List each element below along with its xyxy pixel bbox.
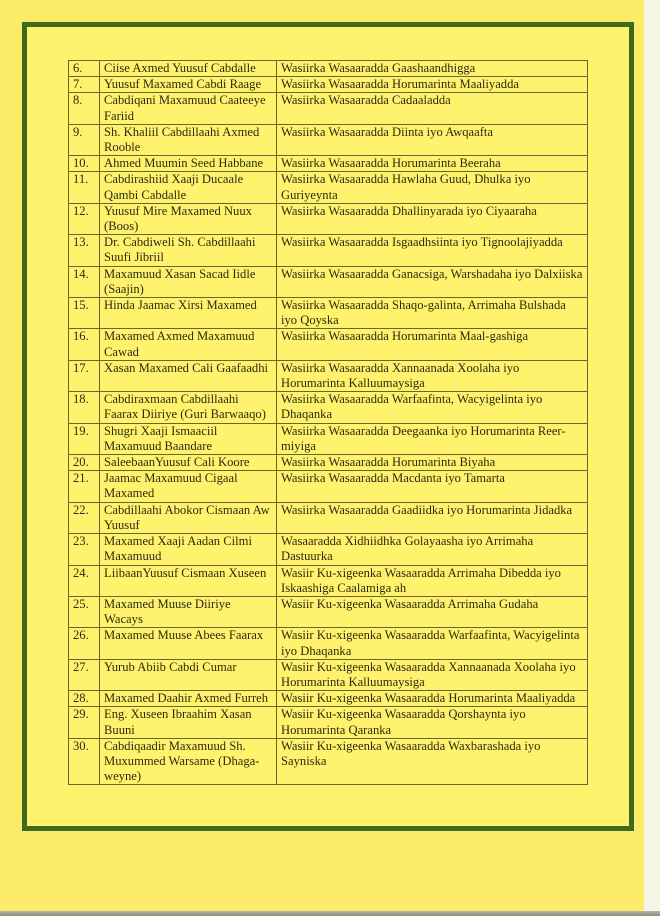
- minister-role: Wasiirka Wasaaradda Horumarinta Beeraha: [277, 156, 588, 172]
- minister-role: Wasiir Ku-xigeenka Wasaaradda Waxbarashada iyo Sayniska: [277, 738, 588, 785]
- table-row: [69, 628, 588, 659]
- row-number: 8.: [69, 93, 100, 124]
- minister-role: Wasiirka Wasaaradda Gaadiidka iyo Horumarinta Jidadka: [277, 502, 588, 533]
- row-number: 9.: [69, 124, 100, 155]
- minister-role: Wasiir Ku-xigeenka Wasaaradda Qorshaynta iyo Horumarinta Qaranka: [277, 707, 588, 738]
- table-row: [69, 93, 588, 124]
- table-row: [69, 471, 588, 502]
- minister-name: Shugri Xaaji Ismaaciil Maxamuud Baandare: [100, 423, 277, 454]
- minister-name: Dr. Cabdiweli Sh. Cabdillaahi Suufi Jibriil: [100, 235, 277, 266]
- minister-name: Hinda Jaamac Xirsi Maxamed: [100, 298, 277, 329]
- minister-role: Wasiirka Wasaaradda Hawlaha Guud, Dhulka iyo Guriyeynta: [277, 172, 588, 203]
- minister-role: Wasiirka Wasaaradda Horumarinta Biyaha: [277, 455, 588, 471]
- minister-role: Wasiirka Wasaaradda Isgaadhsiinta iyo Tignoolajiyadda: [277, 235, 588, 266]
- minister-name: Xasan Maxamed Cali Gaafaadhi: [100, 360, 277, 391]
- minister-role: Wasiir Ku-xigeenka Wasaaradda Arrimaha Gudaha: [277, 596, 588, 627]
- minister-role: Wasaaradda Xidhiidhka Golayaasha iyo Arrimaha Dastuurka: [277, 534, 588, 565]
- table-row: [69, 329, 588, 360]
- minister-role: Wasiirka Wasaaradda Shaqo-galinta, Arrimaha Bulshada iyo Qoyska: [277, 298, 588, 329]
- ministers-table-body: [69, 61, 588, 785]
- table-row: [69, 156, 588, 172]
- table-row: [69, 423, 588, 454]
- table-row: [69, 392, 588, 423]
- row-number: 18.: [69, 392, 100, 423]
- row-number: 28.: [69, 691, 100, 707]
- minister-role: Wasiir Ku-xigeenka Wasaaradda Warfaafinta, Wacyigelinta iyo Dhaqanka: [277, 628, 588, 659]
- table-row: [69, 172, 588, 203]
- minister-name: Yuusuf Mire Maxamed Nuux (Boos): [100, 203, 277, 234]
- minister-role: Wasiirka Wasaaradda Warfaafinta, Wacyigelinta iyo Dhaqanka: [277, 392, 588, 423]
- table-row: [69, 455, 588, 471]
- table-row: [69, 502, 588, 533]
- minister-role: Wasiir Ku-xigeenka Wasaaradda Xannaanada Xoolaha iyo Horumarinta Kalluumaysiga: [277, 659, 588, 690]
- minister-role: Wasiir Ku-xigeenka Wasaaradda Horumarinta Maaliyadda: [277, 691, 588, 707]
- table-row: [69, 707, 588, 738]
- page-bottom-edge: [0, 911, 660, 916]
- minister-role: Wasiirka Wasaaradda Diinta iyo Awqaafta: [277, 124, 588, 155]
- minister-name: Cabdiqaadir Maxamuud Sh. Muxummed Warsame (Dhaga-weyne): [100, 738, 277, 785]
- minister-role: Wasiirka Wasaaradda Gaashaandhigga: [277, 61, 588, 77]
- row-number: 14.: [69, 266, 100, 297]
- minister-role: Wasiirka Wasaaradda Ganacsiga, Warshadaha iyo Dalxiiska: [277, 266, 588, 297]
- minister-name: LiibaanYuusuf Cismaan Xuseen: [100, 565, 277, 596]
- row-number: 24.: [69, 565, 100, 596]
- minister-role: Wasiirka Wasaaradda Horumarinta Maal-gashiga: [277, 329, 588, 360]
- minister-name: Yurub Abiib Cabdi Cumar: [100, 659, 277, 690]
- row-number: 25.: [69, 596, 100, 627]
- minister-name: Maxamed Muuse Abees Faarax: [100, 628, 277, 659]
- minister-role: Wasiir Ku-xigeenka Wasaaradda Arrimaha Dibedda iyo Iskaashiga Caalamiga ah: [277, 565, 588, 596]
- minister-role: Wasiirka Wasaaradda Horumarinta Maaliyadda: [277, 77, 588, 93]
- minister-name: Jaamac Maxamuud Cigaal Maxamed: [100, 471, 277, 502]
- table-row: [69, 203, 588, 234]
- minister-name: Maxamed Axmed Maxamuud Cawad: [100, 329, 277, 360]
- table-row: [69, 266, 588, 297]
- table-row: [69, 738, 588, 785]
- minister-name: Maxamuud Xasan Sacad Iidle (Saajin): [100, 266, 277, 297]
- table-row: [69, 691, 588, 707]
- table-row: [69, 298, 588, 329]
- table-row: [69, 565, 588, 596]
- table-row: [69, 124, 588, 155]
- minister-name: SaleebaanYuusuf Cali Koore: [100, 455, 277, 471]
- row-number: 22.: [69, 502, 100, 533]
- row-number: 19.: [69, 423, 100, 454]
- row-number: 20.: [69, 455, 100, 471]
- row-number: 11.: [69, 172, 100, 203]
- minister-name: Yuusuf Maxamed Cabdi Raage: [100, 77, 277, 93]
- row-number: 21.: [69, 471, 100, 502]
- table-row: [69, 534, 588, 565]
- minister-role: Wasiirka Wasaaradda Xannaanada Xoolaha iyo Horumarinta Kalluumaysiga: [277, 360, 588, 391]
- row-number: 13.: [69, 235, 100, 266]
- minister-name: Ahmed Muumin Seed Habbane: [100, 156, 277, 172]
- table-row: [69, 659, 588, 690]
- row-number: 26.: [69, 628, 100, 659]
- minister-role: Wasiirka Wasaaradda Macdanta iyo Tamarta: [277, 471, 588, 502]
- row-number: 16.: [69, 329, 100, 360]
- row-number: 15.: [69, 298, 100, 329]
- minister-name: Cabdirashiid Xaaji Ducaale Qambi Cabdalle: [100, 172, 277, 203]
- table-row: [69, 360, 588, 391]
- minister-name: Cabdillaahi Abokor Cismaan Aw Yuusuf: [100, 502, 277, 533]
- page-edge: [644, 0, 660, 911]
- row-number: 6.: [69, 61, 100, 77]
- table-row: [69, 77, 588, 93]
- minister-name: Eng. Xuseen Ibraahim Xasan Buuni: [100, 707, 277, 738]
- minister-name: Sh. Khaliil Cabdillaahi Axmed Rooble: [100, 124, 277, 155]
- minister-role: Wasiirka Wasaaradda Deegaanka iyo Horumarinta Reer-miyiga: [277, 423, 588, 454]
- row-number: 27.: [69, 659, 100, 690]
- minister-name: Maxamed Daahir Axmed Furreh: [100, 691, 277, 707]
- minister-name: Maxamed Xaaji Aadan Cilmi Maxamuud: [100, 534, 277, 565]
- minister-role: Wasiirka Wasaaradda Cadaaladda: [277, 93, 588, 124]
- table-row: [69, 235, 588, 266]
- row-number: 10.: [69, 156, 100, 172]
- row-number: 17.: [69, 360, 100, 391]
- minister-name: Cabdiraxmaan Cabdillaahi Faarax Diiriye (Guri Barwaaqo): [100, 392, 277, 423]
- table-row: [69, 61, 588, 77]
- row-number: 12.: [69, 203, 100, 234]
- row-number: 30.: [69, 738, 100, 785]
- minister-name: Ciise Axmed Yuusuf Cabdalle: [100, 61, 277, 77]
- ministers-table: [68, 60, 588, 785]
- table-row: [69, 596, 588, 627]
- row-number: 7.: [69, 77, 100, 93]
- minister-role: Wasiirka Wasaaradda Dhallinyarada iyo Ciyaaraha: [277, 203, 588, 234]
- minister-name: Cabdiqani Maxamuud Caateeye Fariid: [100, 93, 277, 124]
- row-number: 29.: [69, 707, 100, 738]
- minister-name: Maxamed Muuse Diiriye Wacays: [100, 596, 277, 627]
- row-number: 23.: [69, 534, 100, 565]
